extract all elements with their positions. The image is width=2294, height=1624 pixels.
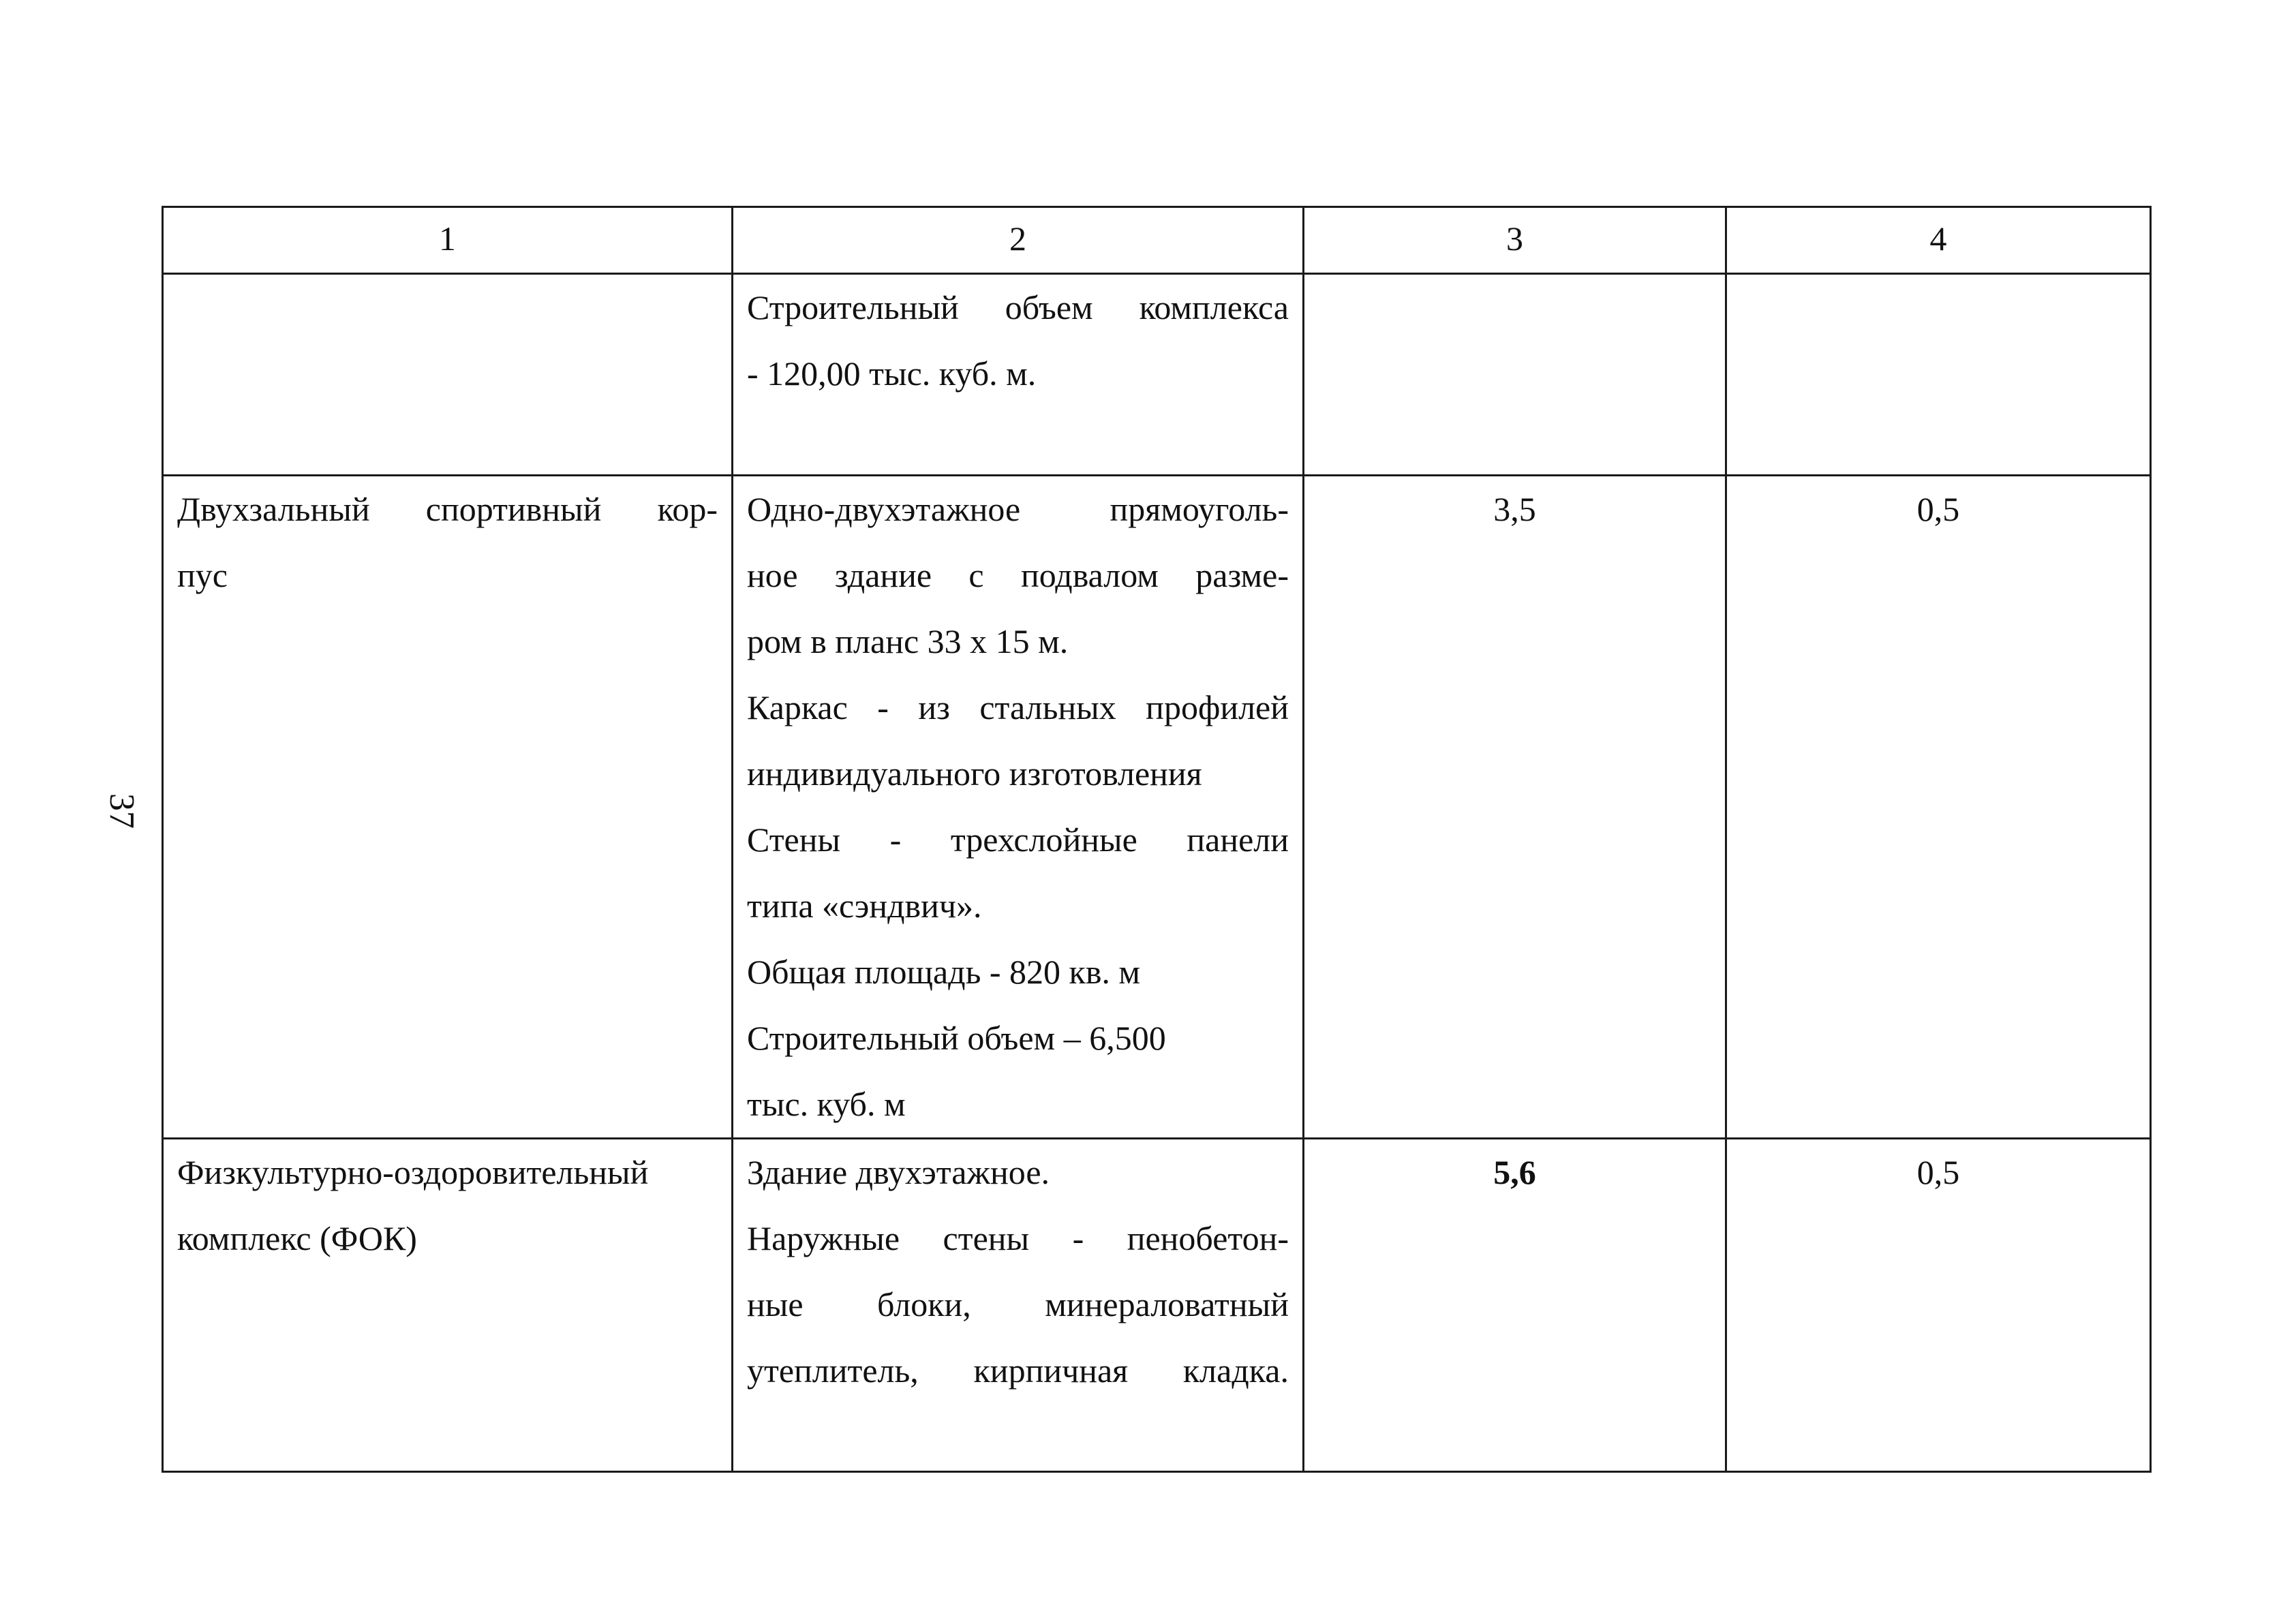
table-row (163, 1139, 2151, 1472)
description-line: ром в планс 33 х 15 м. (747, 622, 1069, 660)
value-col4-cell: 0,5 (1726, 476, 2151, 1139)
header-cell-2: 2 (733, 207, 1304, 274)
value-col3-cell: 3,5 (1304, 476, 1726, 1139)
page-number: 37 (102, 793, 141, 829)
value-col4-cell: 0,5 (1726, 1139, 2151, 1472)
name-line: пус (177, 556, 228, 594)
description-line: - 120,00 тыс. куб. м. (747, 354, 1037, 393)
description-line: Строительный объем – 6,500 (747, 1019, 1166, 1057)
table-row (163, 274, 2151, 476)
description-line: Здание двухэтажное. (747, 1153, 1050, 1191)
description-line: ное здание с подвалом разме- (747, 556, 1289, 594)
table-row (163, 476, 2151, 1139)
description-line: ные блоки, минераловатный (747, 1285, 1289, 1323)
name-line: комплекс (ФОК) (177, 1219, 417, 1257)
description-line: индивидуального изготовления (747, 754, 1202, 793)
object-description-cell (733, 476, 1304, 1139)
object-description-cell (733, 1139, 1304, 1472)
table-header-row (163, 207, 2151, 274)
object-name-cell (163, 476, 733, 1139)
name-line: Физкультурно-оздоровительный (177, 1153, 649, 1191)
value-col3-cell (1304, 274, 1726, 476)
value-col4-cell (1726, 274, 2151, 476)
description-line: Каркас - из стальных профилей (747, 688, 1289, 726)
header-cell-1: 1 (163, 207, 733, 274)
header-cell-3: 3 (1304, 207, 1726, 274)
description-line: Стены - трехслойные панели (747, 821, 1289, 859)
description-line: Общая площадь - 820 кв. м (747, 953, 1141, 991)
object-description-cell (733, 274, 1304, 476)
name-line: Двухзальный спортивный кор- (177, 490, 718, 528)
description-line: Одно-двухэтажное прямоуголь- (747, 490, 1289, 528)
description-line: тыс. куб. м (747, 1085, 906, 1123)
description-line: утеплитель, кирпичная кладка. (747, 1351, 1289, 1390)
header-cell-4: 4 (1726, 207, 2151, 274)
object-name-cell (163, 274, 733, 476)
description-line: Строительный объем комплекса (747, 288, 1289, 326)
object-name-cell (163, 1139, 733, 1472)
specification-table (162, 206, 2152, 1473)
description-line: Наружные стены - пенобетон- (747, 1219, 1289, 1257)
value-col3-cell: 5,6 (1304, 1139, 1726, 1472)
description-line: типа «сэндвич». (747, 887, 982, 925)
